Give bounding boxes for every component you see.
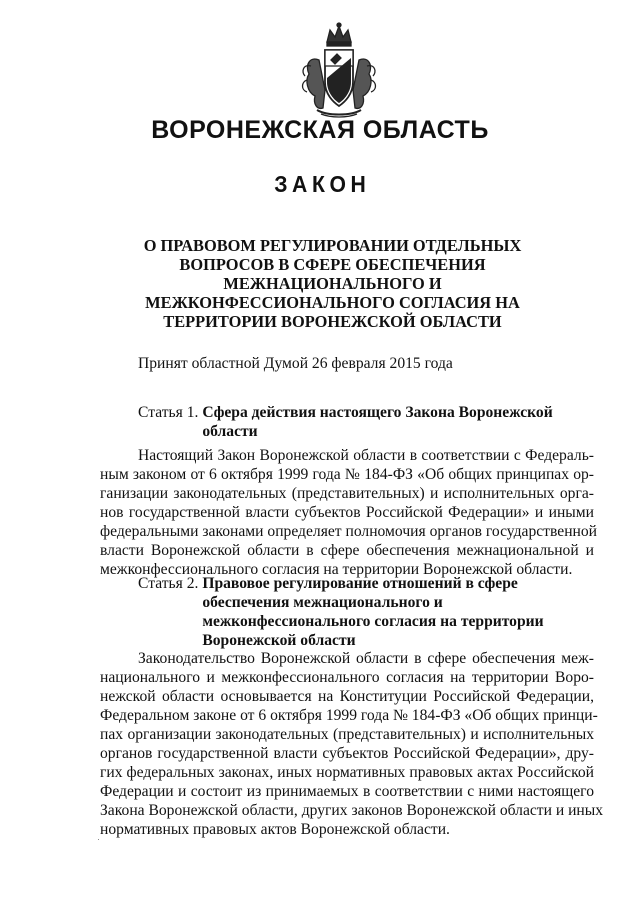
- article-number: Статья 2.: [138, 575, 199, 592]
- region-heading: ВОРОНЕЖСКАЯ ОБЛАСТЬ: [151, 116, 489, 144]
- text-line: Законодательство Воронежской области в сфере обеспечения меж-: [138, 650, 594, 667]
- coat-of-arms-icon: [297, 20, 381, 120]
- adoption-date: Принят областной Думой 26 февраля 2015 года: [138, 355, 453, 372]
- text-line: федеральными законами определяет полномочия органов государственной: [100, 523, 598, 540]
- text-line: межконфессионального согласия на территории Воронежской области.: [100, 561, 573, 578]
- text-line: нормативных правовых актов Воронежской области.: [100, 821, 450, 838]
- law-title-line: МЕЖНАЦИОНАЛЬНОГО И: [223, 274, 442, 293]
- law-title-line: МЕЖКОНФЕССИОНАЛЬНОГО СОГЛАСИЯ НА: [145, 293, 520, 312]
- law-title-line: О ПРАВОВОМ РЕГУЛИРОВАНИИ ОТДЕЛЬНЫХ: [143, 236, 522, 255]
- text-line: пах организации законодательных (представительных) и исполнительных: [100, 726, 594, 743]
- article-title-line: области: [202, 423, 258, 440]
- article-2-heading: [138, 574, 544, 650]
- text-line: нежской области основывается на Конституции Российской Федерации,: [100, 688, 594, 705]
- article-1-heading: [138, 403, 553, 441]
- article-title-line: обеспечения межнационального и: [202, 594, 443, 611]
- article-title-line: межконфессионального согласия на территории: [202, 613, 544, 630]
- text-line: власти Воронежской области в сфере обеспечения межнациональной и: [100, 542, 594, 559]
- text-line: Федерации и состоит из принимаемых в соответствии с ними настоящего: [100, 783, 594, 800]
- text-line: ным законом от 6 октября 1999 года № 184-ФЗ «Об общих принципах ор-: [100, 466, 594, 483]
- text-line: национального и межконфессионального согласия на территории Воро-: [100, 669, 594, 686]
- law-title: [130, 236, 535, 331]
- text-line: Федеральном законе от 6 октября 1999 года № 184-ФЗ «Об общих принци-: [100, 707, 598, 724]
- text-line: нов государственной власти субъектов Российской Федерации» и иными: [100, 504, 594, 521]
- text-line: Настоящий Закон Воронежской области в соответствии с Федераль-: [138, 447, 594, 464]
- article-title-line: Сфера действия настоящего Закона Воронежской: [202, 404, 553, 421]
- article-title-line: Воронежской области: [202, 632, 356, 649]
- article-title: [202, 403, 552, 441]
- article-number: Статья 1.: [138, 404, 199, 421]
- article-2-text: [100, 649, 604, 839]
- text-line: ганизации законодательных (представительных) и исполнительных орга-: [100, 485, 594, 502]
- law-heading: ЗАКОН: [274, 171, 371, 197]
- scan-speck: [98, 839, 99, 840]
- law-title-line: ТЕРРИТОРИИ ВОРОНЕЖСКОЙ ОБЛАСТИ: [163, 312, 502, 331]
- law-title-line: ВОПРОСОВ В СФЕРЕ ОБЕСПЕЧЕНИЯ: [179, 255, 486, 274]
- text-line: Закона Воронежской области, других законов Воронежской области и иных: [100, 802, 604, 819]
- article-title: [202, 574, 543, 650]
- article-title-line: Правовое регулирование отношений в сфере: [202, 575, 518, 592]
- article-1-text: [100, 446, 598, 579]
- text-line: органов государственной власти субъектов Российской Федерации», дру-: [100, 745, 594, 762]
- text-line: гих федеральных законах, иных нормативных правовых актах Российской: [100, 764, 594, 781]
